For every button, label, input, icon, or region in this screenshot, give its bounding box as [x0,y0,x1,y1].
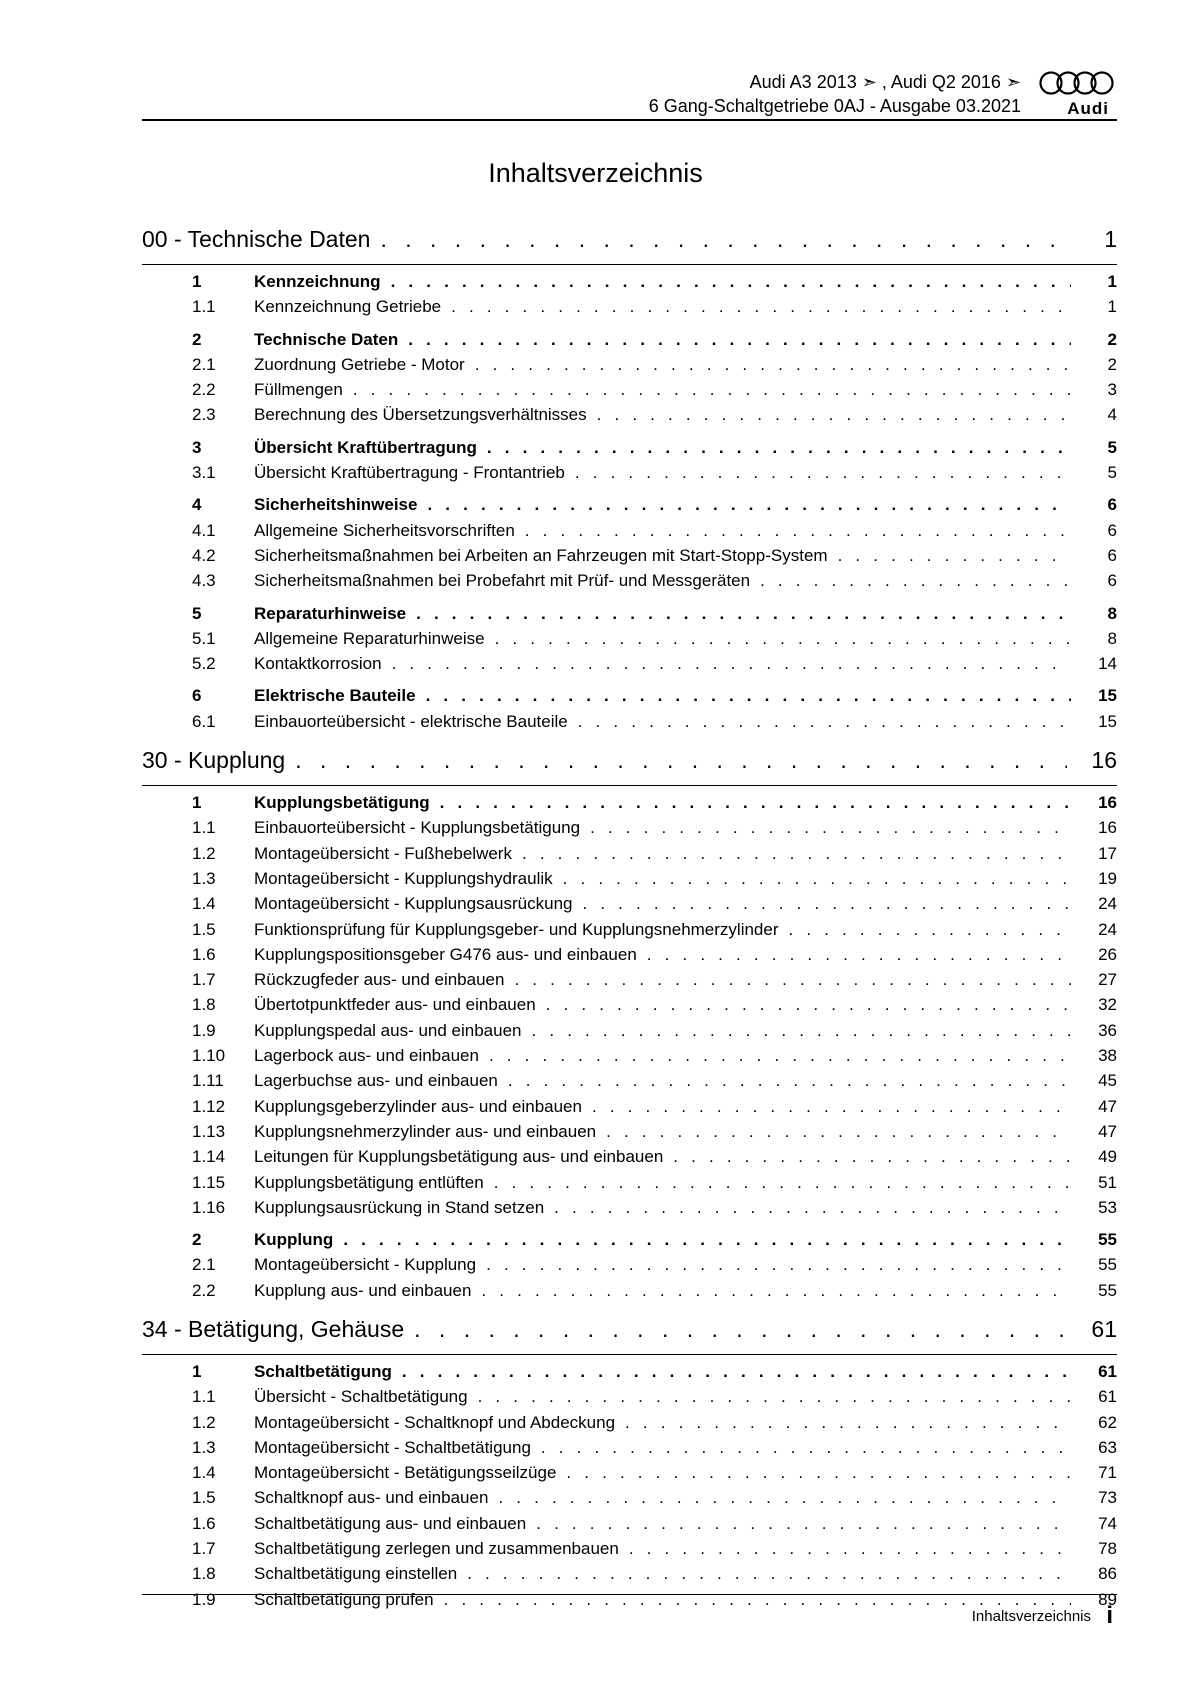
toc-entry [142,405,1117,430]
page-header [142,68,1117,120]
toc-entry [142,1463,1117,1488]
toc-entry [142,1539,1117,1564]
entry-page: 71 [1098,1463,1117,1483]
entry-number: 1.10 [192,1046,226,1066]
entry-title: Kennzeichnung [254,272,381,291]
entry-page: 14 [1098,654,1117,674]
entry-number: 1.1 [192,1387,216,1407]
entry-page: 16 [1098,793,1117,813]
entry-page: 8 [1107,603,1117,623]
entry-number: 5.2 [192,654,216,674]
dot-leader [673,1147,1071,1167]
toc-entry [142,1122,1117,1147]
dot-leader [481,1281,1071,1301]
entry-title: Kupplungspositionsgeber G476 aus- und einbauen [254,944,637,964]
entry-number: 1.1 [192,818,216,838]
toc-entry [142,521,1117,546]
entry-number: 2.2 [192,1280,216,1300]
entry-number: 1.7 [192,970,216,990]
entry-number: 1.4 [192,1463,216,1483]
dot-leader [590,818,1071,838]
dot-leader [606,1122,1071,1142]
entry-number: 1.9 [192,1589,216,1609]
entry-number: 6.1 [192,711,216,731]
dot-leader [629,1539,1071,1559]
toc-entry [142,1514,1117,1539]
dot-leader [582,894,1071,914]
entry-page: 63 [1098,1437,1117,1457]
toc-entry [142,894,1117,919]
toc-section [142,226,1117,737]
section-divider [142,785,1117,786]
entry-title: Einbauorteübersicht - Kupplungsbetätigung [254,818,581,838]
entry-page: 61 [1091,1315,1117,1342]
entry-number: 5.1 [192,628,216,648]
dot-leader [426,686,1071,706]
toc-section [142,747,1117,1306]
entry-page: 8 [1107,628,1117,648]
toc-entry [142,818,1117,843]
entry-title: Schaltbetätigung zerlegen und zusammenbauen [254,1539,619,1559]
entry-page: 53 [1098,1197,1117,1217]
toc-entry [142,1046,1117,1071]
entry-page: 61 [1098,1387,1117,1407]
entry-page: 24 [1098,919,1117,939]
dot-leader [525,521,1071,541]
chapter-entry [142,686,1117,711]
dot-leader [597,405,1071,425]
dot-leader [508,1071,1071,1091]
entry-title: Montageübersicht - Kupplungshydraulik [254,868,553,888]
entry-number: 1.13 [192,1121,226,1141]
entry-title: Übersicht Kraftübertragung - Frontantrieb [254,463,565,483]
dot-leader [494,1173,1071,1193]
header-divider [142,119,1117,121]
entry-title: Übertotpunktfeder aus- und einbauen [254,995,536,1015]
entry-page: 73 [1098,1488,1117,1508]
toc-entry [142,844,1117,869]
entry-number: 1.2 [192,1412,216,1432]
dot-leader [427,495,1071,515]
toc-entry [142,1438,1117,1463]
entry-number: 4.1 [192,520,216,540]
dot-leader [498,1488,1071,1508]
audi-rings-icon [1037,70,1117,98]
entry-number: 1.5 [192,919,216,939]
footer-page-number: i [1106,1602,1113,1629]
entry-number: 1.11 [192,1071,224,1091]
toc-entry [142,970,1117,995]
toc-entry [142,1564,1117,1589]
dot-leader [789,920,1071,940]
toc-entry [142,1097,1117,1122]
entry-number: 2 [192,329,202,349]
entry-title: Einbauorteübersicht - elektrische Bauteile [254,711,568,731]
entry-title: 00 - Technische Daten [142,226,371,252]
entry-number: 4.2 [192,545,216,565]
entry-page: 55 [1098,1280,1117,1300]
entry-number: 1.5 [192,1488,216,1508]
dot-leader [625,1413,1071,1433]
chapter-entry [142,330,1117,355]
dot-leader [451,297,1071,317]
dot-leader [487,438,1071,458]
entry-page: 1 [1107,272,1117,291]
entry-number: 6 [192,686,202,706]
entry-page: 5 [1107,437,1117,457]
toc-entry [142,654,1117,679]
toc-entry [142,920,1117,945]
entry-title: Allgemeine Reparaturhinweise [254,628,485,648]
entry-page: 49 [1098,1147,1117,1167]
toc-entry [142,355,1117,380]
entry-number: 1 [192,272,202,291]
entry-page: 55 [1098,1230,1117,1250]
chapter-entry [142,1362,1117,1387]
entry-title: Kupplungspedal aus- und einbauen [254,1020,522,1040]
entry-page: 47 [1098,1121,1117,1141]
entry-title: Schaltbetätigung aus- und einbauen [254,1513,527,1533]
entry-page: 1 [1107,297,1117,317]
toc-entry [142,380,1117,405]
entry-title: Montageübersicht - Kupplungsausrückung [254,894,573,914]
entry-title: Technische Daten [254,329,399,349]
entry-page: 4 [1107,405,1117,425]
entry-page: 17 [1098,843,1117,863]
entry-number: 1.8 [192,995,216,1015]
entry-number: 2.3 [192,405,216,425]
entry-number: 3.1 [192,463,216,483]
entry-title: Montageübersicht - Fußhebelwerk [254,843,512,863]
entry-page: 6 [1107,545,1117,565]
entry-title: Lagerbuchse aus- und einbauen [254,1071,498,1091]
entry-title: Übersicht - Schaltbetätigung [254,1387,468,1407]
toc-entry [142,1413,1117,1438]
entry-page: 38 [1098,1046,1117,1066]
entry-number: 2.1 [192,1255,216,1275]
entry-page: 27 [1098,970,1117,990]
entry-page: 19 [1098,868,1117,888]
dot-leader [578,712,1071,732]
entry-title: Zuordnung Getriebe - Motor [254,354,465,374]
section-divider [142,1354,1117,1355]
dot-leader [514,970,1071,990]
dot-leader [563,869,1071,889]
toc-entry [142,1147,1117,1172]
entry-number: 5 [192,603,202,623]
entry-number: 1.3 [192,868,216,888]
chapter-entry [142,604,1117,629]
toc-entry [142,995,1117,1020]
entry-number: 1.6 [192,944,216,964]
toc-entry [142,869,1117,894]
dot-leader [444,1590,1071,1610]
dot-leader [546,995,1071,1015]
entry-title: Kupplungsgeberzylinder aus- und einbauen [254,1096,582,1116]
chapter-entry [142,272,1117,297]
section-heading [142,1316,1117,1350]
dot-leader [486,1255,1071,1275]
dot-leader [536,1514,1071,1534]
entry-number: 1.1 [192,297,216,317]
entry-title: Rückzugfeder aus- und einbauen [254,970,505,990]
entry-page: 26 [1098,944,1117,964]
toc-entry [142,712,1117,737]
entry-title: 30 - Kupplung [142,747,286,774]
toc-entry [142,546,1117,571]
dot-leader [554,1198,1071,1218]
entry-number: 1.15 [192,1172,226,1192]
dot-leader [566,1463,1071,1483]
entry-number: 1 [192,1361,202,1381]
toc-entry [142,629,1117,654]
entry-number: 2 [192,1230,202,1250]
table-of-contents [142,226,1117,1615]
entry-title: Kontaktkorrosion [254,654,382,674]
dot-leader [647,945,1071,965]
dot-leader [343,1230,1071,1250]
entry-number: 1.3 [192,1437,216,1457]
entry-page: 3 [1107,380,1117,400]
dot-leader [495,629,1071,649]
entry-page: 5 [1107,463,1117,483]
entry-title: Sicherheitshinweise [254,495,418,515]
entry-page: 45 [1098,1071,1117,1091]
entry-title: Berechnung des Übersetzungsverhältnisses [254,405,587,425]
entry-title: Kupplungsausrückung in Stand setzen [254,1197,545,1217]
toc-chapter [142,604,1117,680]
entry-page: 36 [1098,1020,1117,1040]
entry-page: 6 [1107,520,1117,540]
toc-chapter [142,1362,1117,1615]
entry-number: 1.8 [192,1564,216,1584]
dot-leader [522,844,1071,864]
entry-page: 51 [1098,1172,1117,1192]
toc-entry [142,1071,1117,1096]
dot-leader [541,1438,1071,1458]
toc-entry [142,1021,1117,1046]
toc-entry [142,1281,1117,1306]
toc-chapter [142,438,1117,489]
dot-leader [295,747,1067,774]
entry-title: Lagerbock aus- und einbauen [254,1046,479,1066]
entry-page: 2 [1107,329,1117,349]
footer-divider [142,1594,1117,1595]
dot-leader [760,571,1071,591]
toc-entry [142,945,1117,970]
entry-title: Schaltbetätigung prüfen [254,1589,434,1609]
entry-page: 61 [1098,1361,1117,1381]
entry-page: 6 [1107,571,1117,591]
toc-entry [142,1173,1117,1198]
section-heading [142,226,1117,260]
entry-title: Montageübersicht - Betätigungsseilzüge [254,1463,557,1483]
entry-page: 6 [1107,495,1117,515]
dot-leader [592,1097,1071,1117]
footer-label: Inhaltsverzeichnis [971,1608,1091,1625]
entry-page: 89 [1098,1589,1117,1609]
dot-leader [408,330,1071,350]
entry-title: Sicherheitsmaßnahmen bei Arbeiten an Fahrzeugen mit Start-Stopp-System [254,545,828,565]
dot-leader [416,604,1071,624]
entry-page: 55 [1098,1255,1117,1275]
entry-title: Allgemeine Sicherheitsvorschriften [254,520,515,540]
entry-page: 32 [1098,995,1117,1015]
entry-title: Schaltknopf aus- und einbauen [254,1488,489,1508]
dot-leader [575,463,1071,483]
toc-entry [142,1255,1117,1280]
toc-chapter [142,330,1117,431]
entry-title: Elektrische Bauteile [254,686,416,706]
entry-title: Kupplung aus- und einbauen [254,1280,472,1300]
toc-entry [142,1488,1117,1513]
entry-title: Kupplungsbetätigung [254,793,430,813]
entry-title: 34 - Betätigung, Gehäuse [142,1315,405,1342]
dot-leader [440,793,1071,813]
chapter-entry [142,438,1117,463]
entry-number: 3 [192,437,202,457]
entry-page: 16 [1091,747,1117,774]
section-heading [142,747,1117,781]
entry-title: Montageübersicht - Schaltknopf und Abdeckung [254,1412,616,1432]
entry-page: 15 [1098,711,1117,731]
entry-page: 78 [1098,1539,1117,1559]
entry-number: 1.16 [192,1197,226,1217]
entry-number: 2.2 [192,380,216,400]
entry-page: 15 [1098,686,1117,706]
entry-title: Kupplungsnehmerzylinder aus- und einbauen [254,1121,597,1141]
entry-number: 1.14 [192,1147,226,1167]
toc-entry [142,1198,1117,1223]
entry-number: 2.1 [192,354,216,374]
toc-entry [142,1387,1117,1412]
dot-leader [392,654,1071,674]
chapter-entry [142,793,1117,818]
dot-leader [467,1564,1071,1584]
dot-leader [532,1021,1071,1041]
toc-entry [142,463,1117,488]
dot-leader [380,226,1067,253]
entry-title: Montageübersicht - Schaltbetätigung [254,1437,531,1457]
entry-title: Kupplungsbetätigung entlüften [254,1172,484,1192]
dot-leader [838,546,1071,566]
entry-title: Übersicht Kraftübertragung [254,437,477,457]
dot-leader [475,355,1071,375]
entry-number: 4 [192,495,202,515]
entry-page: 1 [1104,226,1117,252]
toc-chapter [142,272,1117,323]
entry-page: 2 [1107,354,1117,374]
toc-chapter [142,686,1117,737]
entry-number: 1.2 [192,843,216,863]
entry-title: Kennzeichnung Getriebe [254,297,442,317]
audi-logo-wordmark: Audi [1067,99,1109,118]
entry-page: 62 [1098,1412,1117,1432]
toc-section [142,1316,1117,1615]
entry-number: 1.7 [192,1539,216,1559]
entry-page: 47 [1098,1096,1117,1116]
entry-title: Leitungen für Kupplungsbetätigung aus- und einbauen [254,1147,664,1167]
entry-page: 74 [1098,1513,1117,1533]
toc-entry [142,571,1117,596]
section-divider [142,264,1117,265]
entry-number: 1 [192,793,202,813]
chapter-entry [142,1230,1117,1255]
entry-page: 24 [1098,894,1117,914]
entry-page: 16 [1098,818,1117,838]
dot-leader [402,1362,1071,1382]
entry-title: Reparaturhinweise [254,603,407,623]
dot-leader [391,272,1071,292]
audi-logo [1037,70,1117,118]
entry-page: 86 [1098,1564,1117,1584]
chapter-entry [142,495,1117,520]
entry-title: Kupplung [254,1230,334,1250]
header-manual-subtitle: 6 Gang-Schaltgetriebe 0AJ - Ausgabe 03.2021 [648,96,1021,116]
toc-chapter [142,1230,1117,1306]
dot-leader [478,1387,1071,1407]
dot-leader [414,1316,1067,1343]
dot-leader [489,1046,1071,1066]
entry-number: 1.9 [192,1020,216,1040]
entry-title: Schaltbetätigung [254,1361,392,1381]
entry-number: 1.6 [192,1513,216,1533]
entry-number: 1.4 [192,894,216,914]
entry-title: Montageübersicht - Kupplung [254,1255,477,1275]
entry-title: Füllmengen [254,380,343,400]
toc-chapter [142,495,1117,596]
entry-title: Funktionsprüfung für Kupplungsgeber- und Kupplungsnehmerzylinder [254,919,779,939]
header-vehicle-models: Audi A3 2013 ➣ , Audi Q2 2016 ➣ [749,72,1021,92]
entry-title: Schaltbetätigung einstellen [254,1564,458,1584]
toc-entry [142,297,1117,322]
dot-leader [353,380,1071,400]
entry-title: Sicherheitsmaßnahmen bei Probefahrt mit Prüf- und Messgeräten [254,571,751,591]
entry-number: 1.12 [192,1096,226,1116]
page-title: Inhaltsverzeichnis [488,158,703,188]
toc-chapter [142,793,1117,1223]
entry-number: 4.3 [192,571,216,591]
